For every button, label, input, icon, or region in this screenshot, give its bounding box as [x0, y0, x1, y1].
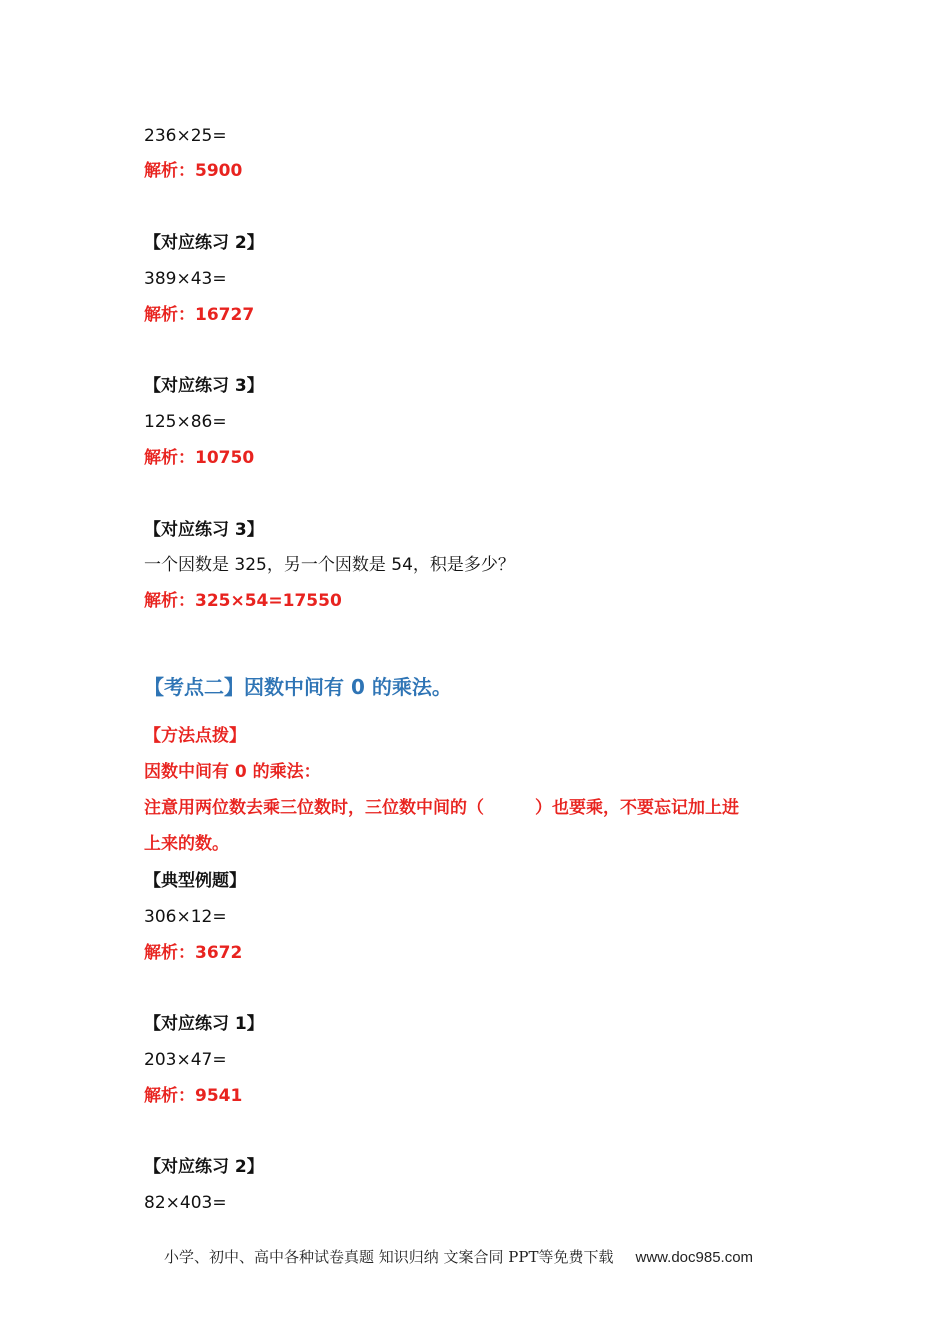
exercise-label-1: 【对应练习 1】	[144, 1014, 264, 1034]
answer-10750: 解析：10750	[144, 448, 255, 468]
section-title: 【考点二】因数中间有 0 的乘法。	[144, 675, 452, 699]
method-line-1: 注意用两位数去乘三位数时，三位数中间的（ ）也要乘，不要忘记加上进	[144, 798, 739, 818]
exercise-label-3b: 【对应练习 3】	[144, 520, 264, 540]
question-306x12: 306×12=	[144, 907, 227, 927]
footer-text: 小学、初中、高中各种试卷真题 知识归纳 文案合同 PPT等免费下载	[164, 1248, 614, 1266]
question-236x25: 236×25=	[144, 126, 227, 146]
method-title: 因数中间有 0 的乘法：	[144, 762, 321, 782]
exercise-label-2: 【对应练习 2】	[144, 233, 264, 253]
answer-16727: 解析：16727	[144, 305, 255, 325]
question-389x43: 389×43=	[144, 269, 227, 289]
exercise-label-3: 【对应练习 3】	[144, 376, 264, 396]
footer-url[interactable]: www.doc985.com	[635, 1249, 754, 1266]
answer-9541: 解析：9541	[144, 1086, 243, 1106]
method-label: 【方法点拨】	[144, 726, 246, 746]
question-125x86: 125×86=	[144, 412, 227, 432]
question-word-problem: 一个因数是 325，另一个因数是 54，积是多少？	[144, 555, 515, 575]
question-82x403: 82×403=	[144, 1193, 227, 1213]
answer-5900: 解析：5900	[144, 161, 243, 181]
question-203x47: 203×47=	[144, 1050, 227, 1070]
exercise-label-2b: 【对应练习 2】	[144, 1157, 264, 1177]
example-label: 【典型例题】	[144, 871, 246, 891]
answer-3672: 解析：3672	[144, 943, 243, 963]
page-footer	[164, 1246, 753, 1267]
answer-17550: 解析：325×54=17550	[144, 591, 342, 611]
method-line-2: 上来的数。	[144, 834, 229, 854]
